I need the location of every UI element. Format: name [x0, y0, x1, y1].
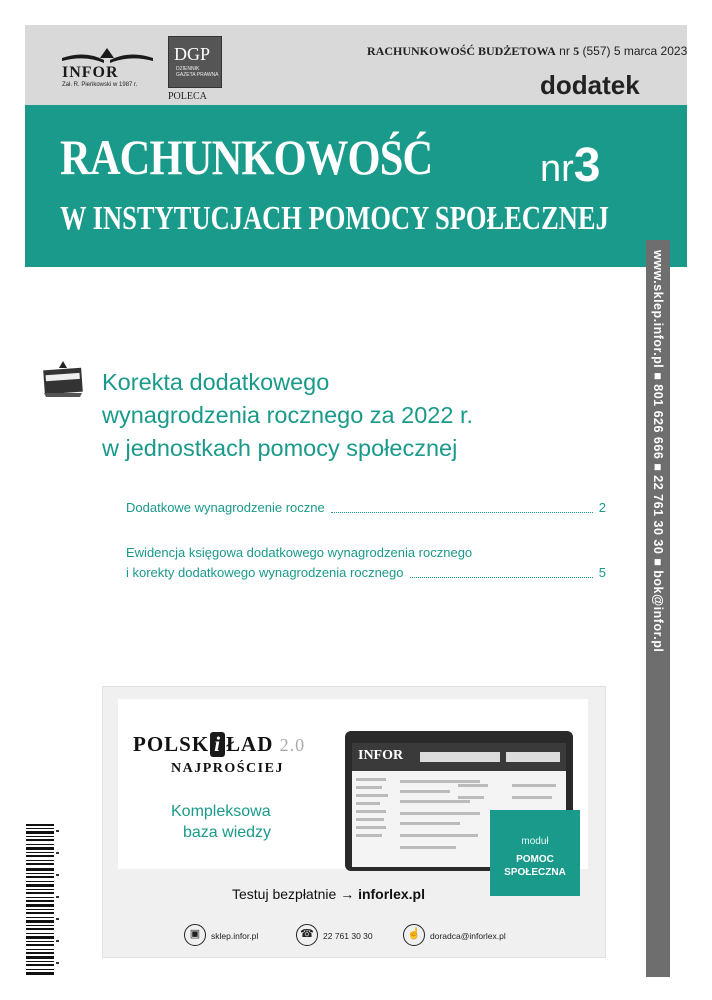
contact-phone[interactable]: 22 761 30 30	[323, 931, 373, 941]
module-name	[490, 853, 580, 879]
article-title-line-1: Korekta dodatkowego	[102, 369, 330, 395]
screen-text-line	[356, 826, 386, 829]
partner-subtitle	[176, 66, 219, 78]
module-label: moduł	[521, 836, 549, 847]
supplement-label: dodatek	[540, 70, 640, 100]
laptop-screen-search	[420, 752, 500, 762]
phone-icon: ☎	[296, 924, 318, 946]
issue-nr: 5	[573, 44, 580, 58]
issue-line	[367, 44, 687, 59]
page-subtitle: W INSTYTUCJACH POMOCY SPOŁECZNEJ	[60, 200, 609, 237]
toc-leader	[331, 498, 593, 513]
ad-brand-version: 2.0	[279, 735, 306, 755]
screen-text-line	[458, 796, 484, 799]
screen-text-line	[400, 780, 480, 783]
screen-text-line	[356, 778, 386, 781]
arrow-right-icon: →	[340, 886, 355, 902]
screen-text-line	[512, 796, 552, 799]
screen-text-line	[356, 834, 382, 837]
ad-cta-text: Testuj bezpłatnie	[232, 886, 337, 902]
publisher-subtitle: Zał. R. Pieńkowski w 1987 r.	[62, 82, 138, 88]
ad-cta[interactable]	[232, 886, 425, 902]
ad-brand-part-a: POLSK	[133, 732, 210, 756]
screen-text-line	[400, 812, 480, 815]
screen-text-line	[356, 794, 388, 797]
pointer-icon: ☝	[403, 924, 425, 946]
toc-item-label-line-1: Ewidencja księgowa dodatkowego wynagrodzenia rocznego	[126, 545, 473, 560]
page-title: RACHUNKOWOŚĆ	[60, 129, 433, 185]
partner-subtitle-line-1: DZIENNIK	[176, 66, 200, 72]
ad-description-line-2: baza wiedzy	[183, 824, 272, 841]
screen-text-line	[356, 802, 380, 805]
publisher-logo: INFOR	[62, 64, 119, 81]
screen-text-line	[400, 822, 460, 825]
toc-leader	[410, 563, 593, 578]
laptop-screen-filter	[506, 752, 560, 762]
contact-email[interactable]: doradca@inforlex.pl	[430, 931, 506, 941]
issue-nr-label: nr	[559, 44, 570, 58]
side-contact-text: www.sklep.infor.pl ■ 801 626 666 ■ 22 761 30 30 ■ bok@infor.pl	[651, 250, 665, 653]
barcode-icon	[26, 822, 60, 978]
ad-brand-i: i	[210, 732, 225, 757]
toc-item-label: i korekty dodatkowego wynagrodzenia rocznego	[126, 565, 404, 580]
title-nr-label: nr	[540, 148, 574, 190]
screen-text-line	[400, 846, 456, 849]
article-title	[102, 366, 622, 465]
screen-text-line	[356, 786, 382, 789]
screen-text-line	[356, 818, 384, 821]
toc-item[interactable]	[126, 498, 606, 518]
title-nr-value: 3	[573, 139, 601, 192]
screen-text-line	[458, 784, 488, 787]
partner-subtitle-line-2: GAZETA PRAWNA	[176, 72, 219, 78]
screen-text-line	[400, 800, 470, 803]
screen-text-line	[400, 790, 450, 793]
toc-item[interactable]	[126, 543, 606, 583]
side-contact	[646, 250, 670, 730]
partner-logo: DGP	[174, 44, 211, 64]
toc-item-label: Dodatkowe wynagrodzenie roczne	[126, 500, 325, 515]
ad-brand	[133, 732, 305, 757]
laptop-screen-logo: INFOR	[358, 748, 404, 763]
contact-shop[interactable]: sklep.infor.pl	[211, 931, 259, 941]
screen-text-line	[356, 810, 386, 813]
module-name-line-2: SPOŁECZNA	[504, 867, 566, 878]
screen-text-line	[512, 784, 556, 787]
article-title-line-2: wynagrodzenia rocznego za 2022 r.	[102, 402, 474, 428]
article-title-line-3: w jednostkach pomocy społecznej	[102, 435, 458, 461]
series-name: RACHUNKOWOŚĆ BUDŻETOWA	[367, 44, 556, 58]
screen-text-line	[400, 834, 478, 837]
toc-item-page: 2	[598, 500, 606, 515]
issue-date: 5 marca 2023	[613, 44, 688, 58]
toc-item-page: 5	[598, 565, 606, 580]
ad-tagline: NAJPROŚCIEJ	[171, 761, 284, 776]
cart-icon: ▣	[184, 924, 206, 946]
module-name-line-1: POMOC	[516, 854, 554, 865]
title-number	[540, 138, 601, 193]
ad-brand-part-b: ŁAD	[226, 732, 274, 756]
ad-cta-link[interactable]: inforlex.pl	[358, 886, 425, 902]
issue-number: (557)	[582, 44, 611, 58]
step-by-step-badge-icon	[42, 360, 84, 398]
ad-description-line-1: Kompleksowa	[171, 803, 271, 820]
partner-tag: POLECA	[168, 91, 207, 102]
